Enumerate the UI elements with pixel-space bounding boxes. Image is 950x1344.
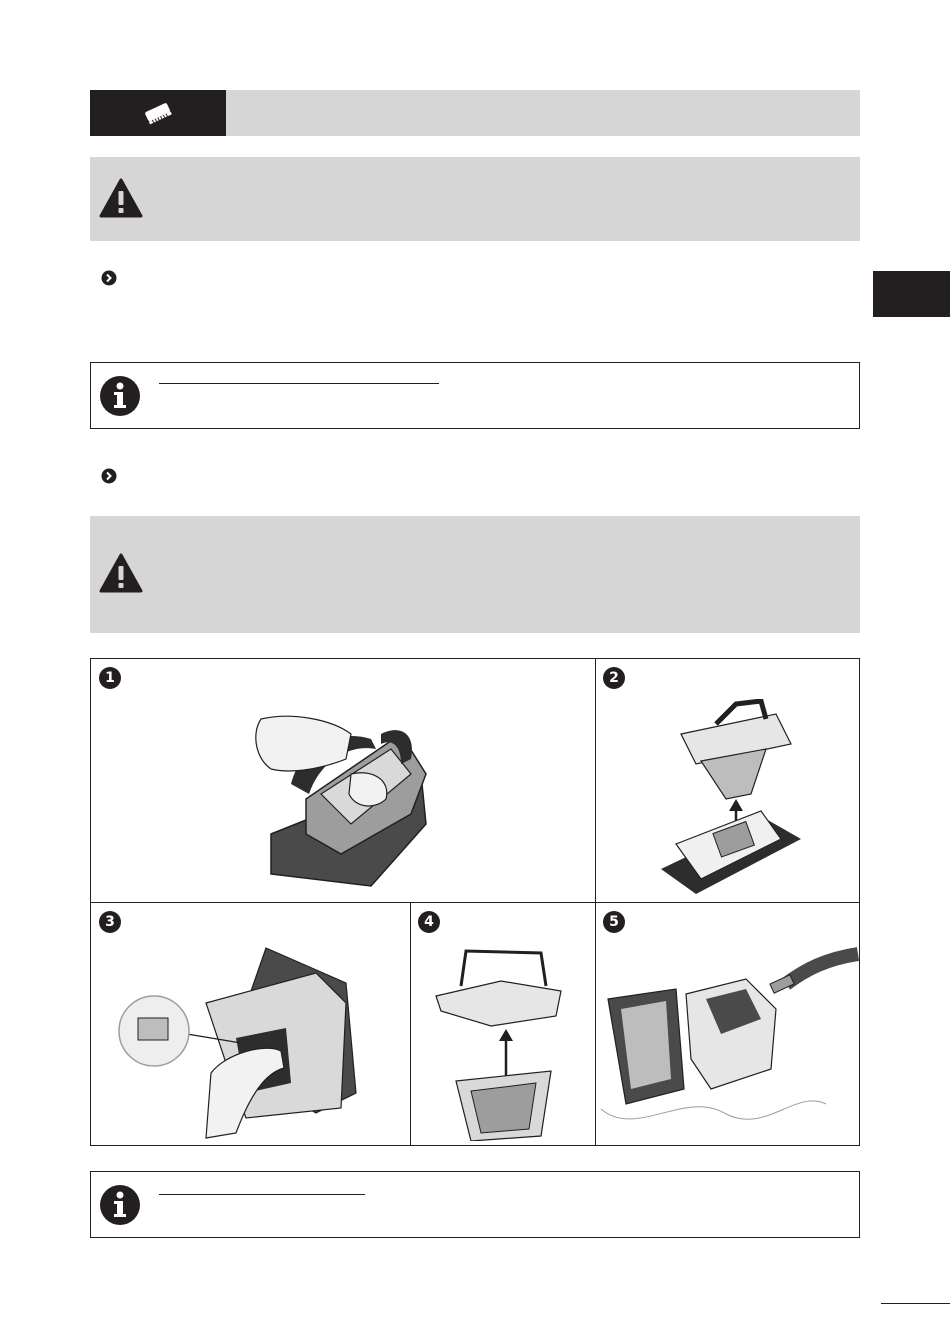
step-2-panel: [595, 658, 860, 903]
page-number-rule: [881, 1303, 950, 1304]
step-5-panel: [595, 902, 860, 1146]
step-number-badge: 2: [603, 667, 625, 689]
step-number-badge: 4: [418, 911, 440, 933]
chevron-right-circle-icon: [101, 468, 117, 484]
section-header-title-bar: [226, 90, 860, 136]
step-number-badge: 5: [603, 911, 625, 933]
step-1-panel: [90, 658, 596, 903]
info-box-1: [90, 362, 860, 429]
step-4-panel: [410, 902, 596, 1146]
filter-rinse-illustration: [596, 939, 860, 1144]
warning-box-2: [90, 516, 860, 633]
info-icon: [99, 1184, 141, 1226]
filter-latch-illustration: [116, 943, 386, 1143]
section-header-icon-block: [90, 90, 226, 136]
warning-box-1: [90, 157, 860, 241]
info-box-2: [90, 1171, 860, 1238]
filter-basket-separation-illustration: [431, 941, 571, 1141]
info-icon: [99, 375, 141, 417]
step-number-badge: 3: [99, 911, 121, 933]
chapter-side-tab: [873, 271, 950, 317]
info-heading-rule: [159, 1194, 365, 1195]
warning-triangle-icon: [98, 552, 144, 594]
warning-triangle-icon: [98, 177, 144, 219]
robot-handle-lift-illustration: [251, 714, 531, 889]
step-number-badge: 1: [99, 667, 121, 689]
info-heading-rule: [159, 383, 439, 384]
chevron-right-circle-icon: [101, 270, 117, 286]
filter-removal-illustration: [656, 699, 806, 899]
step-3-panel: [90, 902, 411, 1146]
brush-icon: [142, 101, 174, 125]
